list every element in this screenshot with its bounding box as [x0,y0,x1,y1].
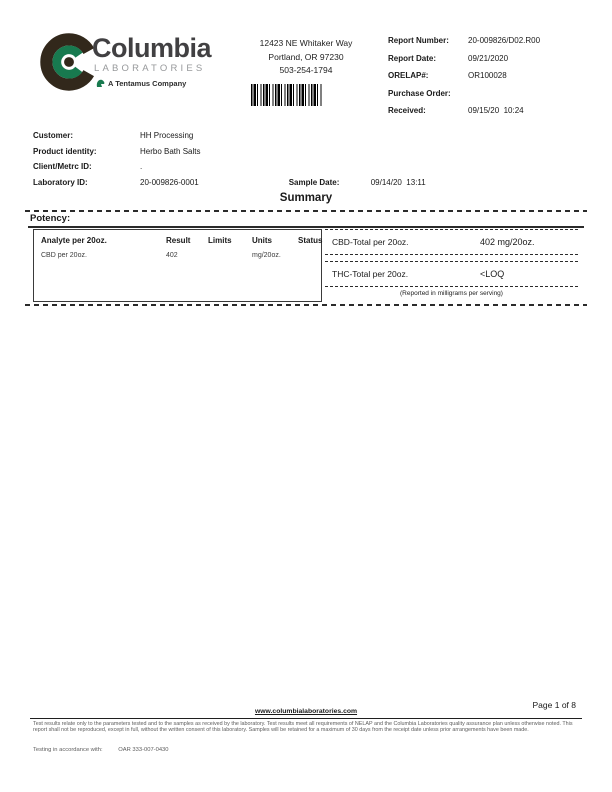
purchase-order-label: Purchase Order: [388,88,451,98]
laboratory-id-row [33,178,582,187]
sample-info-block [33,131,582,193]
report-number-row [388,36,583,45]
report-date-value: 09/21/2020 [468,53,509,63]
report-number-label: Report Number: [388,36,449,45]
client-metrc-value: . [140,162,143,171]
cbd-total-cell [325,229,578,255]
report-date-label: Report Date: [388,53,437,63]
testing-value: OAR 333-007-0430 [118,747,169,753]
orelap-row [388,71,583,80]
customer-row [33,131,582,140]
page-number: Page 1 of 8 [532,700,576,710]
received-value: 09/15/20 10:24 [468,106,524,115]
col-status: Status [298,236,323,245]
summary-title: Summary [279,192,333,204]
potency-section-label: Potency: [30,213,71,224]
customer-value: HH Processing [140,131,194,140]
tagline-text: A Tentamus Company [108,79,187,88]
report-info-block [388,36,583,124]
laboratory-id-label: Laboratory ID: [33,177,88,187]
sample-date-label: Sample Date: [288,177,340,187]
logo-text [92,35,211,88]
footer-divider [30,718,582,720]
report-number-value: 20-009826/D02.R00 [468,36,541,45]
company-logo [40,33,211,91]
address-line1: 12423 NE Whitaker Way [259,38,353,48]
tentamus-icon [96,79,105,88]
logo-company-name: Columbia [92,33,212,63]
logo-laboratories-label: LABORATORIES [94,63,206,74]
cell-units: mg/20oz. [252,252,281,259]
sample-date-value: 09/14/20 13:11 [370,177,426,187]
cbd-total-label: CBD-Total per 20oz. [332,237,409,247]
potency-divider [28,226,584,228]
disclaimer-text: Test results relate only to the parameters tested and to the samples as received by the laboratory. Test results meet all requirements of NELAP and the Columbia Laboratories quality assurance plan unless otherwise noted. This report shall not be reproduced, except in full, without the written consent of this laboratory. Samples will be retained for a maximum of 30 days from the receipt date unless prior arrangements have been made. [33,720,573,734]
potency-table [33,229,322,302]
received-row [388,106,583,115]
website-link[interactable]: www.columbialaboratories.com [254,708,358,715]
thc-total-value: <LOQ [480,269,505,279]
client-metrc-row [33,162,582,171]
col-units: Units [252,236,272,245]
col-analyte: Analyte per 20oz. [41,236,107,245]
columbia-logo-icon [40,33,98,91]
thc-total-cell [325,261,578,287]
product-identity-row [33,147,582,156]
testing-accordance-line [33,747,169,753]
barcode [251,84,323,106]
laboratory-id-value: 20-009826-0001 [140,177,199,187]
orelap-value: OR100028 [468,71,507,80]
col-result: Result [166,236,191,245]
client-metrc-label: Client/Metrc ID: [33,162,92,171]
purchase-order-row [388,89,583,98]
logo-tagline [96,79,211,88]
cell-analyte: CBD per 20oz. [41,252,87,259]
customer-label: Customer: [33,131,74,140]
thc-total-label: THC-Total per 20oz. [332,269,409,279]
totals-note: (Reported in milligrams per serving) [400,290,503,297]
cell-status [298,252,321,259]
orelap-label: ORELAP#: [388,71,429,80]
cbd-total-value: 402 mg/20oz. [480,237,535,247]
summary-top-divider [25,210,587,212]
cell-limits [208,252,252,259]
testing-label: Testing in accordance with: [33,747,103,753]
report-date-row [388,54,583,63]
received-label: Received: [388,106,426,115]
table-row [41,252,321,259]
summary-bottom-divider [25,304,587,306]
address-line2: Portland, OR 97230 [268,51,344,62]
cell-result: 402 [166,252,178,259]
potency-table-header [41,236,321,245]
product-identity-value: Herbo Bath Salts [140,146,201,156]
product-identity-label: Product identity: [33,146,97,156]
address-phone: 503-254-1794 [279,65,333,75]
lab-address [228,37,384,78]
col-limits: Limits [208,236,232,245]
totals-panel [325,229,578,302]
